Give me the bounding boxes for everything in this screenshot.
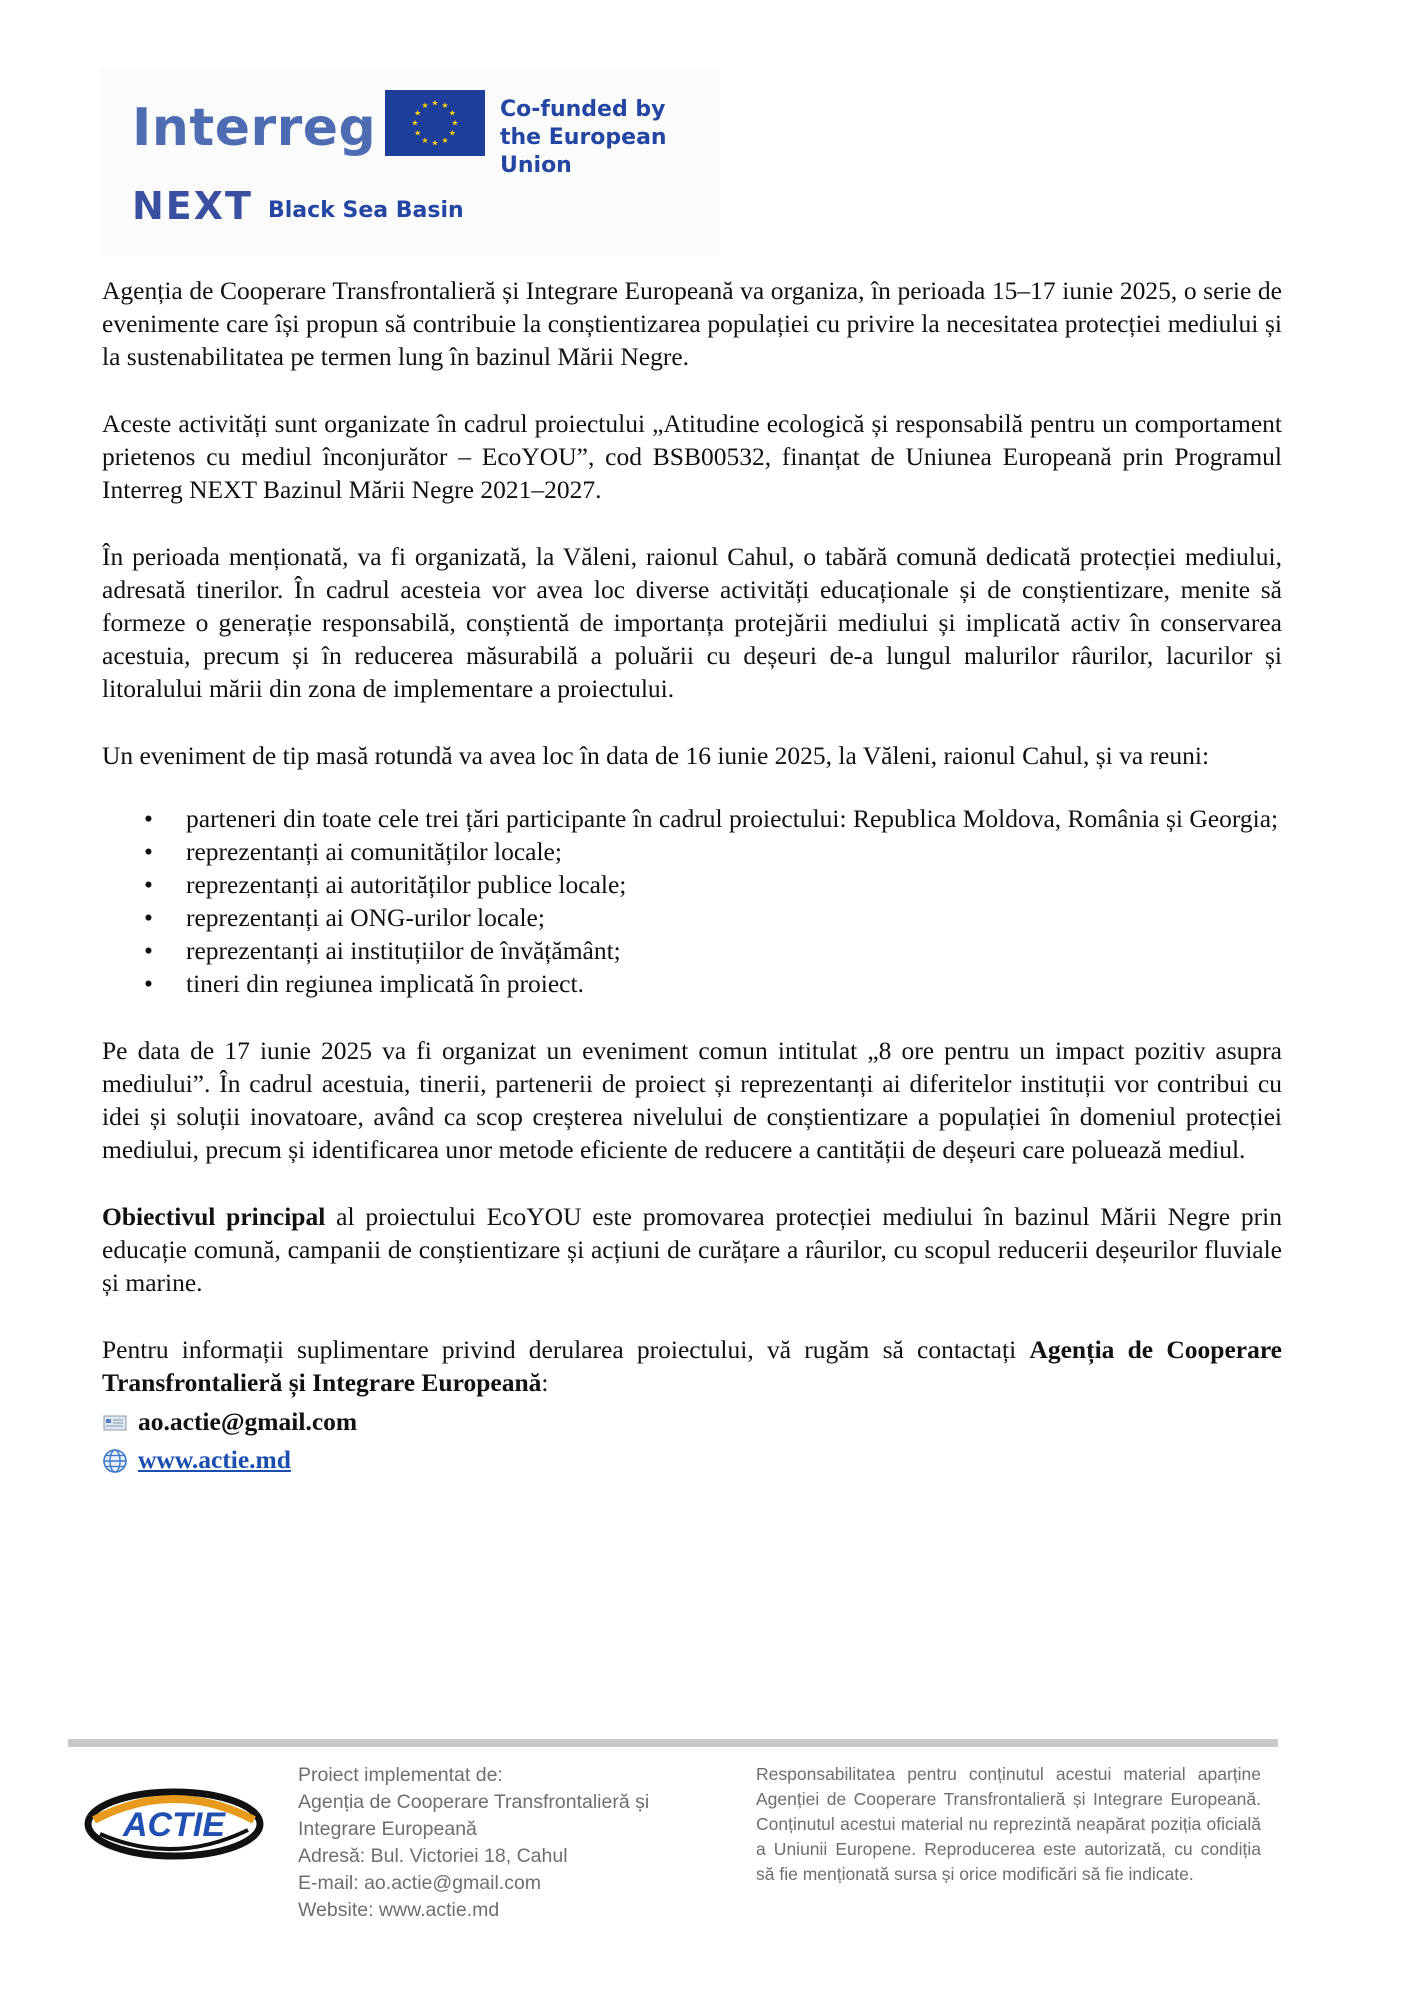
contact-block xyxy=(102,1403,1282,1479)
actie-logo xyxy=(84,1784,264,1864)
eu-star-icon: ★ xyxy=(448,128,456,138)
footer-implementer-info xyxy=(298,1762,718,1924)
contact-text: Pentru informații suplimentare privind derularea proiectului, vă rugăm să contactați xyxy=(102,1335,1030,1364)
eu-star-icon: ★ xyxy=(414,108,422,118)
paragraph-project: Aceste activități sunt organizate în cadrul proiectului „Atitudine ecologică și responsabilă pentru un comportament prietenos cu mediul înconjurător – EcoYOU”, cod BSB00532, finanțat de Uniunea Europeană prin Programul Interreg NEXT Bazinul Mării Negre 2021–2027. xyxy=(102,409,1282,504)
agency-name: Agenția de Cooperare Transfrontalieră și Integrare Europeană xyxy=(102,1335,1283,1397)
eu-star-icon: ★ xyxy=(431,138,439,148)
website-row xyxy=(102,1441,1282,1479)
list-item: • tineri din regiunea implicată în proiect. xyxy=(186,967,1282,1000)
footer-disclaimer: Responsabilitatea pentru conținutul acestui material aparține Agenției de Cooperare Transfrontalieră și Integrare Europeană. Conținutul acestui material nu reprezintă neapărat poziția oficială a Uniunii Europene. Reproducerea este autorizată, cu condiția să fie menționată sursa și orice modificări să fie indicate. xyxy=(756,1764,1261,1884)
eu-star-icon: ★ xyxy=(441,101,449,111)
list-item: • reprezentanți ai comunităților locale; xyxy=(186,835,1282,868)
eu-star-icon: ★ xyxy=(411,118,419,128)
eu-star-icon: ★ xyxy=(448,108,456,118)
email-text[interactable]: ao.actie@gmail.com xyxy=(138,1407,358,1436)
eu-star-icon: ★ xyxy=(421,101,429,111)
eu-star-icon: ★ xyxy=(421,135,429,145)
next-wordmark: NEXT xyxy=(132,184,253,228)
paragraph-objective xyxy=(102,1200,1282,1299)
paragraph-intro: Agenția de Cooperare Transfrontalieră și Integrare Europeană va organiza, în perioada 15–17 iunie 2025, o serie de evenimente care își propun să contribuie la conștientizarea populației cu privire la necesitatea protecției mediului și la sustenabilitatea pe termen lung în bazinul Mării Negre. xyxy=(102,276,1282,371)
footer-line: Adresă: Bul. Victoriei 18, Cahul xyxy=(298,1845,568,1867)
paragraph-camp: În perioada menționată, va fi organizată, la Văleni, raionul Cahul, o tabără comună dedicată protecției mediului, adresată tinerilor. În cadrul acesteia vor avea loc diverse activități educaționale și de conștientizare, menite să formeze o generație responsabilă, conștientă de importanța protejării mediului și implicată activ în conservarea acestuia, precum și în reducerea măsurabilă a poluării cu deșeuri de-a lungul malurilor râurilor, lacurilor și litoralului mării din zona de implementare a proiectului. xyxy=(102,542,1282,703)
list-item: • reprezentanți ai ONG-urilor locale; xyxy=(186,901,1282,934)
black-sea-basin-label: Black Sea Basin xyxy=(268,198,464,223)
footer-line: E-mail: ao.actie@gmail.com xyxy=(298,1872,542,1894)
envelope-icon xyxy=(102,1409,128,1435)
objective-text: al proiectului EcoYOU este promovarea protecției mediului în bazinul Mării Negre prin educație comună, campanii de conștientizare și acțiuni de curățare a râurilor, cu scopul reducerii deșeurilor fluviale și marine. xyxy=(102,1202,1282,1297)
press-release-body xyxy=(102,274,1282,1479)
paragraph-event: Pe data de 17 iunie 2025 va fi organizat un eveniment comun intitulat „8 ore pentru un impact pozitiv asupra mediului”. În cadrul acestuia, tinerii, partenerii de proiect și reprezentanți ai diferitelor instituții vor contribui cu idei și soluții inovatoare, având ca scop creșterea nivelului de conștientizare a populației în domeniul protecției mediului, precum și identificarea unor metode eficiente de reducere a cantității de deșeuri care poluează mediul. xyxy=(102,1036,1282,1164)
eu-star-icon: ★ xyxy=(441,135,449,145)
paragraph-contact xyxy=(102,1333,1282,1399)
footer-line: Website: www.actie.md xyxy=(298,1899,500,1921)
email-row xyxy=(102,1403,1282,1441)
actie-logo-text: ACTIE xyxy=(123,1806,225,1844)
contact-colon: : xyxy=(541,1368,549,1397)
footer-divider xyxy=(68,1739,1278,1747)
footer-line: Proiect implementat de: xyxy=(298,1764,503,1786)
eu-star-icon: ★ xyxy=(451,118,459,128)
list-item: • reprezentanți ai instituțiilor de învățământ; xyxy=(186,934,1282,967)
paragraph-round-table: Un eveniment de tip masă rotundă va avea loc în data de 16 iunie 2025, la Văleni, raionul Cahul, și va reuni: xyxy=(102,741,1210,770)
eu-star-icon: ★ xyxy=(414,128,422,138)
list-item: • reprezentanți ai autorităților publice locale; xyxy=(186,868,1282,901)
cofunded-line1: Co-funded by xyxy=(500,97,666,122)
cofunded-label xyxy=(500,96,720,180)
participants-list xyxy=(102,802,1282,1000)
cofunded-line2: the European Union xyxy=(500,125,667,178)
interreg-logo-block xyxy=(100,70,720,255)
interreg-wordmark: Interreg xyxy=(132,98,377,158)
objective-label: Obiectivul principal xyxy=(102,1202,326,1231)
list-item: • parteneri din toate cele trei țări participante în cadrul proiectului: Republica Moldova, România și Georgia; xyxy=(186,802,1282,835)
website-link[interactable]: www.actie.md xyxy=(138,1445,291,1474)
globe-icon xyxy=(102,1447,128,1473)
eu-star-icon: ★ xyxy=(431,98,439,108)
footer-line: Agenția de Cooperare Transfrontalieră și Integrare Europeană xyxy=(298,1791,650,1840)
eu-flag-icon xyxy=(385,90,485,156)
